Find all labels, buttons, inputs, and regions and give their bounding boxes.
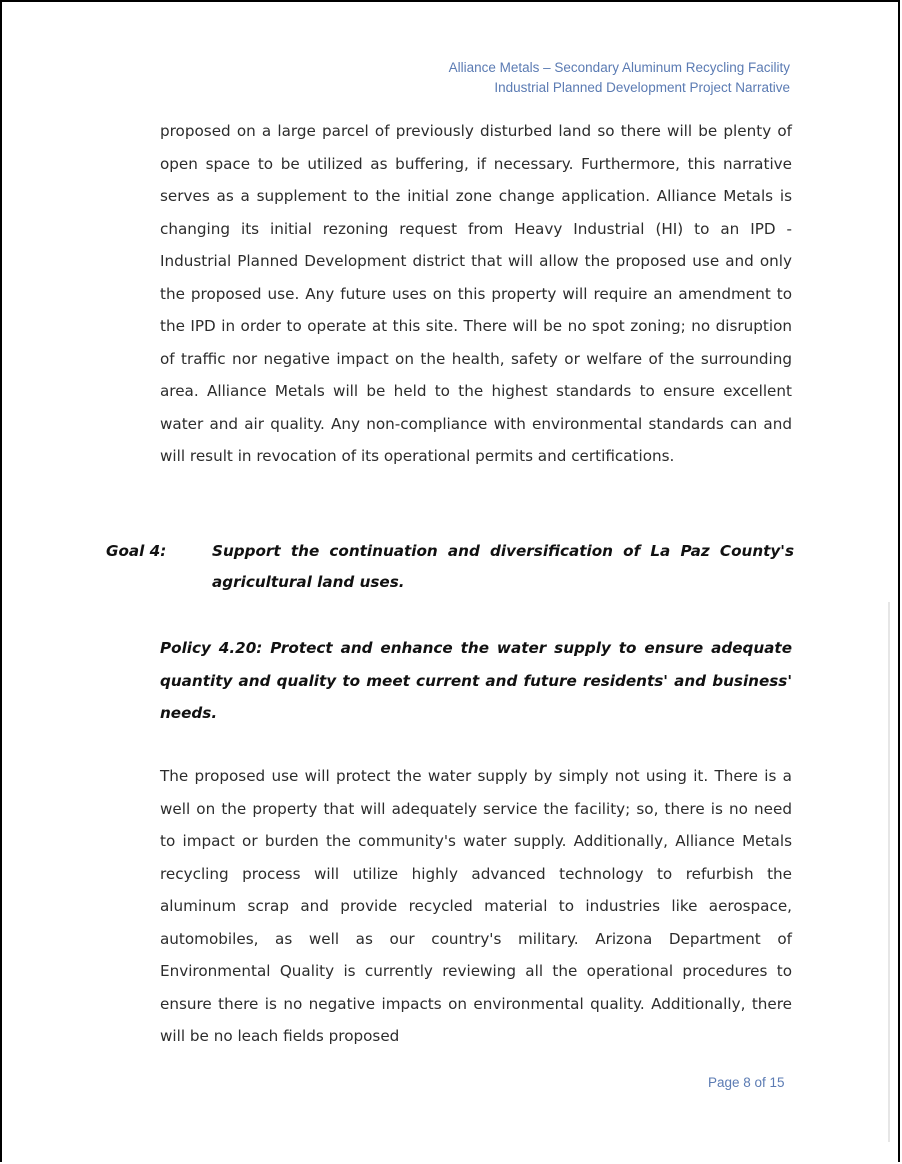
policy-heading: Policy 4.20: Protect and enhance the water supply to ensure adequate quantity and quality to meet current and future residents' and business' needs.: [160, 639, 792, 722]
body-paragraph-1: proposed on a large parcel of previously disturbed land so there will be plenty of open space to be utilized as buffering, if necessary. Furthermore, this narrative serves as a supplement to the initial zone change application. Alliance Metals is changing its initial rezoning request from Heavy Industrial (HI) to an IPD - Industrial Planned Development district that will allow the proposed use and only the proposed use. Any future uses on this property will require an amendment to the IPD in order to operate at this site. There will be no spot zoning; no disruption of traffic nor negative impact on the health, safety or welfare of the surrounding area. Alliance Metals will be held to the highest standards to ensure excellent water and air quality. Any non-compliance with environmental standards can and will result in revocation of its operational permits and certifications.: [160, 122, 792, 465]
scan-edge-shadow: [888, 602, 890, 1142]
page-number: Page 8 of 15: [708, 1075, 785, 1090]
header-line-2: Industrial Planned Development Project Narrative: [494, 80, 790, 95]
body-paragraph-2: The proposed use will protect the water supply by simply not using it. There is a well on the property that will adequately service the facility; so, there is no need to impact or burden the community's water supply. Additionally, Alliance Metals recycling process will utilize highly advanced technology to refurbish the aluminum scrap and provide recycled material to industries like aerospace, automobiles, as well as our country's military. Arizona Department of Environmental Quality is currently reviewing all the operational procedures to ensure there is no negative impacts on environmental quality. Additionally, there will be no leach fields proposed: [160, 767, 792, 1045]
header-line-1: Alliance Metals – Secondary Aluminum Recycling Facility: [448, 60, 790, 75]
goal-label: Goal 4:: [106, 542, 167, 560]
running-header: [449, 58, 790, 98]
goal-text: Support the continuation and diversification of La Paz County's agricultural land uses.: [212, 542, 794, 591]
